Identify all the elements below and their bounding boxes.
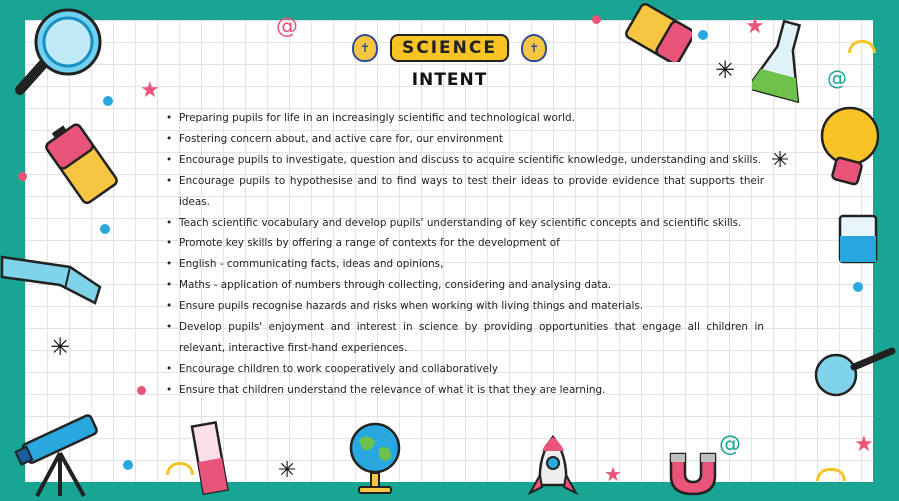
small-magnifier-icon [806, 345, 896, 400]
list-item: • Develop pupils' enjoyment and interest in science by providing opportunities that engage all children in relevant, interactive first-hand experiences. [179, 317, 764, 359]
asterisk-icon: ✳ [278, 458, 297, 483]
dot-decoration [592, 15, 601, 24]
dot-decoration [18, 172, 27, 181]
telescope-icon [12, 398, 112, 498]
list-item: • Ensure that children understand the relevance of what it is that they are learning. [179, 380, 764, 401]
rocket-icon [528, 435, 578, 501]
school-crest-icon: ✝ [352, 34, 378, 62]
list-item: • Encourage pupils to hypothesise and to find ways to test their ideas to provide evidence that supports their ideas. [179, 171, 764, 213]
dot-decoration [853, 282, 863, 292]
light-bulb-icon [810, 102, 882, 194]
star-icon: ★ [140, 78, 160, 103]
measuring-cylinder-icon [188, 420, 233, 500]
list-item: • Ensure pupils recognise hazards and risks when working with living things and materials. [179, 296, 764, 317]
section-heading: INTENT [411, 70, 488, 90]
list-item: • Encourage children to work cooperatively and collaboratively [179, 359, 764, 380]
dot-decoration [100, 224, 110, 234]
spiral-icon: @ [827, 66, 847, 90]
list-item: • Preparing pupils for life in an increasingly scientific and technological world. [179, 108, 764, 129]
dot-decoration [103, 96, 113, 106]
list-item: • Fostering concern about, and active care for, our environment [179, 129, 764, 150]
school-crest-icon: ✝ [521, 34, 547, 62]
asterisk-icon: ✳ [50, 333, 71, 361]
magnet-icon [665, 448, 720, 498]
spiral-icon: @ [719, 432, 741, 457]
dot-decoration [123, 460, 133, 470]
page-title: SCIENCE [390, 34, 509, 62]
goggles-icon [0, 245, 105, 310]
globe-icon [345, 418, 405, 498]
beaker-icon [834, 210, 882, 265]
title-row [0, 34, 899, 62]
list-item: • Maths - application of numbers through collecting, considering and analysing data. [179, 275, 764, 296]
list-item: • Teach scientific vocabulary and develop pupils' understanding of key scientific concepts and scientific skills. [179, 213, 764, 234]
list-item: • Encourage pupils to investigate, question and discuss to acquire scientific knowledge, understanding and skills. [179, 150, 764, 171]
intent-list [165, 108, 764, 401]
list-item: • English - communicating facts, ideas and opinions, [179, 254, 764, 275]
dot-decoration [137, 386, 146, 395]
asterisk-icon: ✳ [715, 56, 736, 84]
star-icon: ★ [604, 462, 622, 486]
asterisk-icon: ✳ [771, 148, 790, 173]
star-icon: ★ [745, 14, 765, 39]
battery-icon [36, 118, 126, 208]
list-item: • Promote key skills by offering a range of contexts for the development of [179, 233, 764, 254]
star-icon: ★ [854, 432, 874, 457]
header [0, 34, 899, 90]
spiral-icon: @ [276, 14, 298, 39]
